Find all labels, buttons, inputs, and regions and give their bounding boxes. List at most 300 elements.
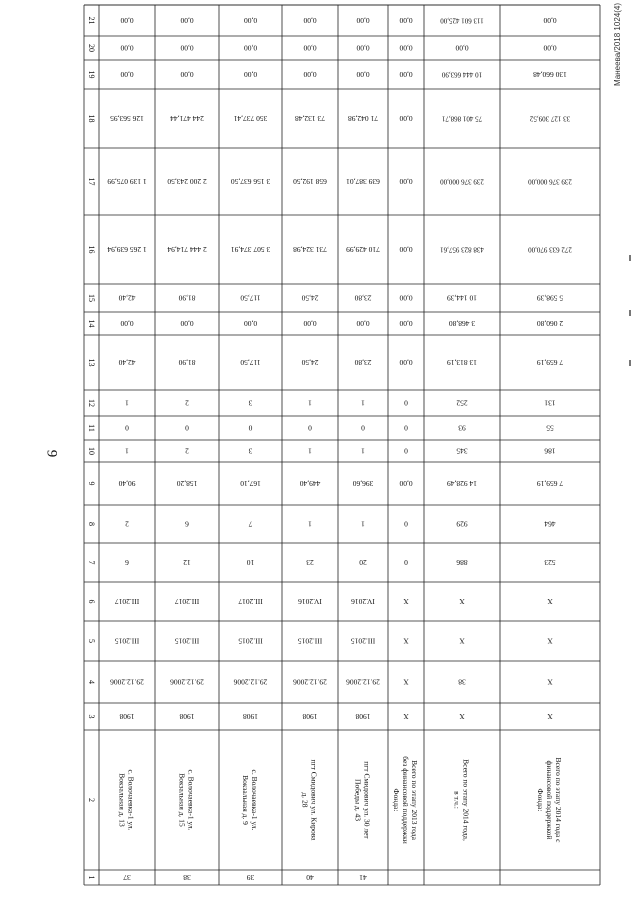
table-cell-text: 0,00 <box>356 319 370 328</box>
table-cell-text: 2 <box>125 519 129 529</box>
table-cell-text: 12 <box>183 558 191 567</box>
row-address-text: с. Волочаевка-1 ул.Вокзальная д. 13 <box>117 769 136 831</box>
table-cell-text: 252 <box>456 398 468 408</box>
table-cell-text: 0,00 <box>399 319 413 328</box>
table-cell <box>544 399 556 408</box>
table-cell-text: 42,40 <box>118 358 136 367</box>
table-cell <box>346 678 380 687</box>
row-address-text: Всего по этапу 2014 года,в т.ч.: <box>452 759 471 841</box>
table-cell <box>458 424 466 433</box>
column-number-text: 10 <box>87 447 96 455</box>
column-number <box>87 44 96 52</box>
table-cell-text: 1908 <box>179 712 195 721</box>
table-cell <box>231 245 271 254</box>
table-cell-text: 167,10 <box>240 479 261 488</box>
table-cell <box>529 115 570 123</box>
table-cell-text: 0 <box>404 446 408 456</box>
table-cell-text: 2 <box>185 398 189 408</box>
table-cell <box>248 520 252 529</box>
column-number-text: 11 <box>87 424 96 432</box>
row-address <box>178 769 196 830</box>
table-cell-text: 24,50 <box>301 293 319 303</box>
table-cell <box>361 424 365 433</box>
table-cell <box>356 319 369 328</box>
table-cell-text: X <box>403 636 409 646</box>
table-cell-text: III.2015 <box>350 636 376 646</box>
table-cell <box>528 178 572 186</box>
column-number <box>87 876 96 880</box>
row-address <box>453 759 471 841</box>
table-cell-text: 1908 <box>119 712 135 721</box>
table-cell <box>119 712 134 721</box>
column-number-text: 5 <box>87 639 96 643</box>
row-address-text: Всего по этапу 2013 годабез финансовой поддержкиФонда: <box>392 756 419 844</box>
table-cell <box>459 637 465 646</box>
table-cell-text: 0,00 <box>399 479 413 488</box>
column-number <box>87 71 96 79</box>
table-cell <box>356 44 369 53</box>
table-cell <box>404 399 408 408</box>
table-cell <box>456 447 468 456</box>
table-cell <box>441 115 482 123</box>
column-number-text: 15 <box>87 294 96 302</box>
table-cell-text: 40 <box>306 873 314 882</box>
table-cell <box>293 245 327 254</box>
table-cell-text: 0,00 <box>180 319 194 328</box>
table-cell <box>361 447 365 456</box>
table-cell <box>537 319 564 328</box>
table-cell-text: 0,00 <box>303 70 317 79</box>
table-cell-text: 523 <box>544 558 556 567</box>
table-cell-text: 0,00 <box>543 16 557 25</box>
table-cell <box>185 399 189 408</box>
table-cell-text: 5 598,39 <box>536 293 564 303</box>
table-cell-text: 131 <box>544 398 556 408</box>
table-cell <box>447 294 477 303</box>
table-cell <box>308 447 312 456</box>
table-cell-text: 0,00 <box>356 16 370 25</box>
table-cell <box>356 16 369 25</box>
table-cell-text: 24,50 <box>301 358 319 367</box>
table-cell-text: 639 387,01 <box>346 177 380 186</box>
table-cell <box>399 44 412 53</box>
table-cell <box>120 70 133 79</box>
column-number-text: 1 <box>87 875 96 880</box>
column-number <box>87 17 96 25</box>
table-cell <box>301 358 318 367</box>
column-number-text: 2 <box>87 798 96 802</box>
table-cell-text: 0,00 <box>399 16 413 25</box>
table-cell-text: 2 060,80 <box>536 319 564 328</box>
table-cell <box>537 479 564 488</box>
table-cell-text: IV.2016 <box>298 597 322 606</box>
table-cell-text: 0,00 <box>120 16 134 25</box>
table-cell-text: 0,00 <box>180 16 194 25</box>
table-cell-text: 117,50 <box>240 358 261 367</box>
table-cell <box>293 678 327 687</box>
table-cell-text: 731 324,98 <box>293 245 327 254</box>
table-cell-text: 0,00 <box>543 43 557 53</box>
table-cell-text: 7 <box>248 519 253 529</box>
table-cell-text: 0 <box>125 423 129 433</box>
table-cell-text: 244 471,44 <box>170 114 204 123</box>
table-cell <box>303 319 316 328</box>
table-cell <box>537 294 564 303</box>
table-cell <box>440 17 484 25</box>
table-cell <box>123 873 131 882</box>
table-cell <box>185 520 189 529</box>
table-cell <box>355 712 370 721</box>
table-cell <box>459 597 465 606</box>
table-cell <box>178 358 195 367</box>
table-cell <box>399 294 412 303</box>
table-cell <box>248 399 252 408</box>
table-cell-text: 0 <box>404 558 408 567</box>
table-cell-text: X <box>459 597 465 606</box>
table-cell <box>125 520 129 529</box>
row-address <box>536 757 563 843</box>
table-cell <box>303 70 316 79</box>
table-cell-text: 1 <box>125 446 129 456</box>
column-number-text: 9 <box>87 481 96 486</box>
table-cell <box>167 245 207 254</box>
table-cell-text: 929 <box>456 519 468 529</box>
table-cell <box>399 358 412 367</box>
table-cell <box>125 447 129 456</box>
table-cell <box>456 558 468 567</box>
table-cell <box>118 479 135 488</box>
row-address-text: пгт Смидович ул. 30 летПобеды д. 43 <box>353 761 372 839</box>
table-cell-text: 113 601 425,00 <box>440 16 484 25</box>
row-address <box>118 769 136 830</box>
column-number <box>87 246 96 254</box>
table-cell-text: 7 659,19 <box>536 358 564 367</box>
table-cell <box>175 597 200 606</box>
column-number <box>87 424 96 432</box>
table-cell <box>244 319 257 328</box>
table-cell <box>298 637 323 646</box>
table-cell-text: 10 444 663,90 <box>441 70 483 79</box>
table-cell-text: 126 563,95 <box>110 114 144 123</box>
table-cell-text: 38 <box>458 677 466 687</box>
table-cell-text: 6 <box>185 519 189 529</box>
table-cell-text: 186 <box>544 446 556 456</box>
table-cell-text: 37 <box>123 873 131 882</box>
table-cell-text: 29.12.2006 <box>170 677 204 687</box>
table-cell-text: 1 265 639,94 <box>107 245 147 254</box>
table-cell-text: 464 <box>544 519 556 529</box>
table-cell-text: 0 <box>248 423 253 433</box>
table-cell <box>447 479 477 488</box>
table-cell <box>354 358 371 367</box>
table-cell <box>537 358 564 367</box>
column-number <box>87 320 96 328</box>
page-number: 9 <box>43 449 60 458</box>
table-cell-text: 39 <box>246 873 255 882</box>
table-cell-text: 1 <box>361 519 365 529</box>
table-cell <box>248 447 252 456</box>
table-cell <box>544 558 556 567</box>
table-cell <box>399 177 412 186</box>
table-cell <box>544 447 556 456</box>
column-number <box>87 482 96 486</box>
table-cell <box>298 597 322 606</box>
table-cell-text: 0,00 <box>243 16 258 25</box>
table-cell-text: 2 <box>185 446 189 456</box>
table-cell <box>233 678 267 687</box>
table-cell <box>348 114 378 123</box>
table-cell <box>247 558 255 567</box>
table-cell <box>403 597 409 606</box>
table-cell-text: 1908 <box>355 712 371 721</box>
table-cell <box>441 71 482 79</box>
table-cell-text: 0,00 <box>243 43 258 53</box>
column-number <box>87 600 96 604</box>
table-cell <box>180 70 193 79</box>
table-cell-text: 75 401 868,71 <box>441 114 483 123</box>
table-cell <box>361 520 365 529</box>
table-cell <box>308 520 312 529</box>
table-cell-text: 0,00 <box>303 319 317 328</box>
table-cell-text: 3 468,80 <box>448 319 476 328</box>
column-number-text: 17 <box>87 177 96 186</box>
table-cell <box>547 637 553 646</box>
column-number-text: 13 <box>87 358 96 367</box>
table-cell-text: X <box>547 597 553 606</box>
table-cell <box>449 319 476 328</box>
table-cell <box>248 424 252 433</box>
table-cell <box>118 294 135 303</box>
table-cell-text: X <box>459 636 465 646</box>
table-cell <box>240 294 261 303</box>
table-cell <box>399 16 412 25</box>
table-cell-text: X <box>459 712 465 721</box>
table-cell <box>183 873 191 882</box>
table-cell <box>547 597 553 606</box>
table-cell-text: 0,00 <box>399 245 413 254</box>
table-cell-text: 3 <box>248 446 253 456</box>
table-cell-text: 239 376 000,00 <box>440 177 484 186</box>
margin-mark <box>629 360 631 366</box>
table-cell-text: 239 376 000,00 <box>528 177 572 186</box>
column-number <box>87 715 96 719</box>
table-cell-text: III.2015 <box>238 636 263 646</box>
table-cell-text: 345 <box>456 446 468 456</box>
column-number <box>87 399 96 407</box>
table-cell <box>231 177 271 186</box>
table-cell <box>107 177 147 186</box>
column-number <box>87 522 96 526</box>
table-cell-text: 0,00 <box>180 43 194 53</box>
table-cell <box>459 712 465 721</box>
table-cell-text: 42,40 <box>118 293 136 303</box>
table-cell <box>244 16 257 25</box>
table-cell <box>303 16 316 25</box>
column-number-text: 7 <box>87 560 96 565</box>
table-cell <box>180 16 193 25</box>
table-cell-text: 14 928,49 <box>447 479 477 488</box>
table-cell-text: 0,00 <box>399 43 413 53</box>
table-cell-text: 0,00 <box>120 43 134 53</box>
row-address <box>354 761 372 839</box>
table-cell <box>455 44 468 53</box>
column-number <box>87 447 96 455</box>
column-number-text: 4 <box>87 680 96 684</box>
table-cell <box>533 70 567 79</box>
table-cell <box>356 70 369 79</box>
table-cell-text: 130 660,48 <box>533 70 567 79</box>
table-cell-text: 0 <box>185 423 189 433</box>
table-cell <box>403 712 409 721</box>
column-number-text: 16 <box>87 245 96 254</box>
table-cell <box>303 44 316 53</box>
table-cell-text: III.2017 <box>174 597 200 606</box>
table-cell <box>120 16 133 25</box>
table-cell-text: 41 <box>359 873 367 882</box>
column-number <box>87 294 96 302</box>
table-cell <box>403 678 409 687</box>
table-cell <box>110 678 144 687</box>
column-number-text: 8 <box>87 522 96 526</box>
table-cell <box>247 873 255 882</box>
table-cell <box>295 114 325 123</box>
column-number-text: 14 <box>87 319 96 328</box>
table-cell <box>110 114 144 123</box>
table-cell <box>240 479 261 488</box>
table-cell <box>399 114 412 123</box>
table-cell-text: 0,00 <box>399 177 413 186</box>
table-cell-text: 23,80 <box>354 293 372 303</box>
table-cell <box>361 399 365 408</box>
table-cell-text: 0 <box>404 398 408 408</box>
table-cell-text: 1 <box>125 398 129 408</box>
table-cell <box>544 520 556 529</box>
table-cell-text: 0,00 <box>180 70 194 79</box>
table-cell-text: 396,60 <box>352 479 374 488</box>
table-cell <box>293 177 327 186</box>
table-cell-text: 2 200 243,50 <box>167 177 207 186</box>
row-address-text: пгт Смидович ул. Кировад. 28 <box>300 759 319 841</box>
column-number <box>87 178 96 186</box>
table-cell-text: 3 156 637,50 <box>230 177 271 186</box>
table-cell-text: 23 <box>306 558 314 567</box>
table-cell <box>167 177 207 186</box>
table-cell-text: 1 139 075,99 <box>107 177 147 186</box>
table-cell <box>170 678 204 687</box>
table-cell-text: 1 <box>308 519 312 529</box>
table-cell-text: 158,20 <box>176 479 198 488</box>
table-cell <box>240 358 261 367</box>
table-cell <box>456 520 468 529</box>
table-cell <box>115 597 140 606</box>
table-cell-text: 0,00 <box>455 43 469 53</box>
table-cell-text: 90,40 <box>118 479 136 488</box>
table-cell-text: X <box>547 677 553 687</box>
table-cell-text: 0,00 <box>243 70 258 79</box>
table-cell-text: 449,40 <box>299 479 321 488</box>
table-cell-text: 3 <box>248 398 253 408</box>
table-cell-text: X <box>547 712 553 721</box>
table-cell-text: 0,00 <box>120 70 134 79</box>
column-number <box>87 798 96 802</box>
document-reference-text: Манеева/2018 1024(4) <box>613 3 622 86</box>
table-cell <box>238 597 263 606</box>
table-cell-text: 33 127 309,52 <box>529 114 571 123</box>
table-cell <box>238 637 263 646</box>
column-number <box>87 680 96 684</box>
table-cell-text: 0,00 <box>356 70 370 79</box>
table-cell <box>351 637 376 646</box>
table-cell-text: 658 192,50 <box>293 177 327 186</box>
table-cell <box>125 399 129 408</box>
table-cell <box>243 712 258 721</box>
table-cell <box>404 520 408 529</box>
table-cell-text: 117,50 <box>240 293 261 303</box>
margin-mark <box>629 310 631 316</box>
table-cell <box>180 44 193 53</box>
table-cell <box>399 479 412 488</box>
column-number-text: 18 <box>87 114 96 123</box>
column-number-text: 6 <box>87 599 96 604</box>
column-number-text: 3 <box>87 714 96 719</box>
table-cell <box>125 558 129 567</box>
table-cell-text: 0,00 <box>303 43 317 53</box>
table-cell-text: 272 633 970,00 <box>528 245 572 254</box>
table-cell <box>346 245 380 254</box>
column-number <box>87 359 96 367</box>
table-cell-text: 55 <box>546 423 554 433</box>
table-cell-text: X <box>403 597 409 606</box>
table-cell <box>458 678 466 687</box>
table-cell <box>354 294 371 303</box>
row-address-text: Всего по этапу 2014 года сфинансовой поддержкойФонда: <box>536 757 563 843</box>
table-cell <box>306 873 314 882</box>
table-cell-text: III.2015 <box>114 636 140 646</box>
column-number-text: 12 <box>87 399 96 407</box>
table-cell <box>404 447 408 456</box>
table-cell <box>399 70 412 79</box>
table-cell <box>440 246 484 254</box>
table-cell <box>170 114 204 123</box>
table-cell-text: 23,80 <box>354 358 372 367</box>
table-cell <box>299 479 320 488</box>
table-cell <box>308 399 312 408</box>
table-cell <box>456 399 468 408</box>
table-cell <box>107 245 147 254</box>
table-cell-text: 1 <box>361 446 365 456</box>
table-cell <box>543 44 556 53</box>
table-cell-text: 350 737,41 <box>233 114 268 123</box>
row-address <box>301 760 319 842</box>
table-cell <box>175 637 200 646</box>
table-cell-text: 29.12.2006 <box>110 677 144 687</box>
table-cell <box>308 424 312 433</box>
table-cell <box>301 294 318 303</box>
table-cell <box>180 319 193 328</box>
column-number <box>87 561 96 565</box>
table-cell <box>546 424 554 433</box>
table-cell <box>403 637 409 646</box>
table-cell-text: 73 132,48 <box>295 114 325 123</box>
table-cell-text: X <box>547 636 553 646</box>
table-cell-text: 20 <box>359 558 367 567</box>
table-cell-text: 29.12.2006 <box>293 677 327 687</box>
column-number-text: 20 <box>87 44 96 52</box>
table-cell <box>399 319 412 328</box>
table-cell-text: IV.2016 <box>351 597 375 606</box>
table-cell-text: 71 042,98 <box>348 114 378 123</box>
table-cell <box>543 16 556 25</box>
